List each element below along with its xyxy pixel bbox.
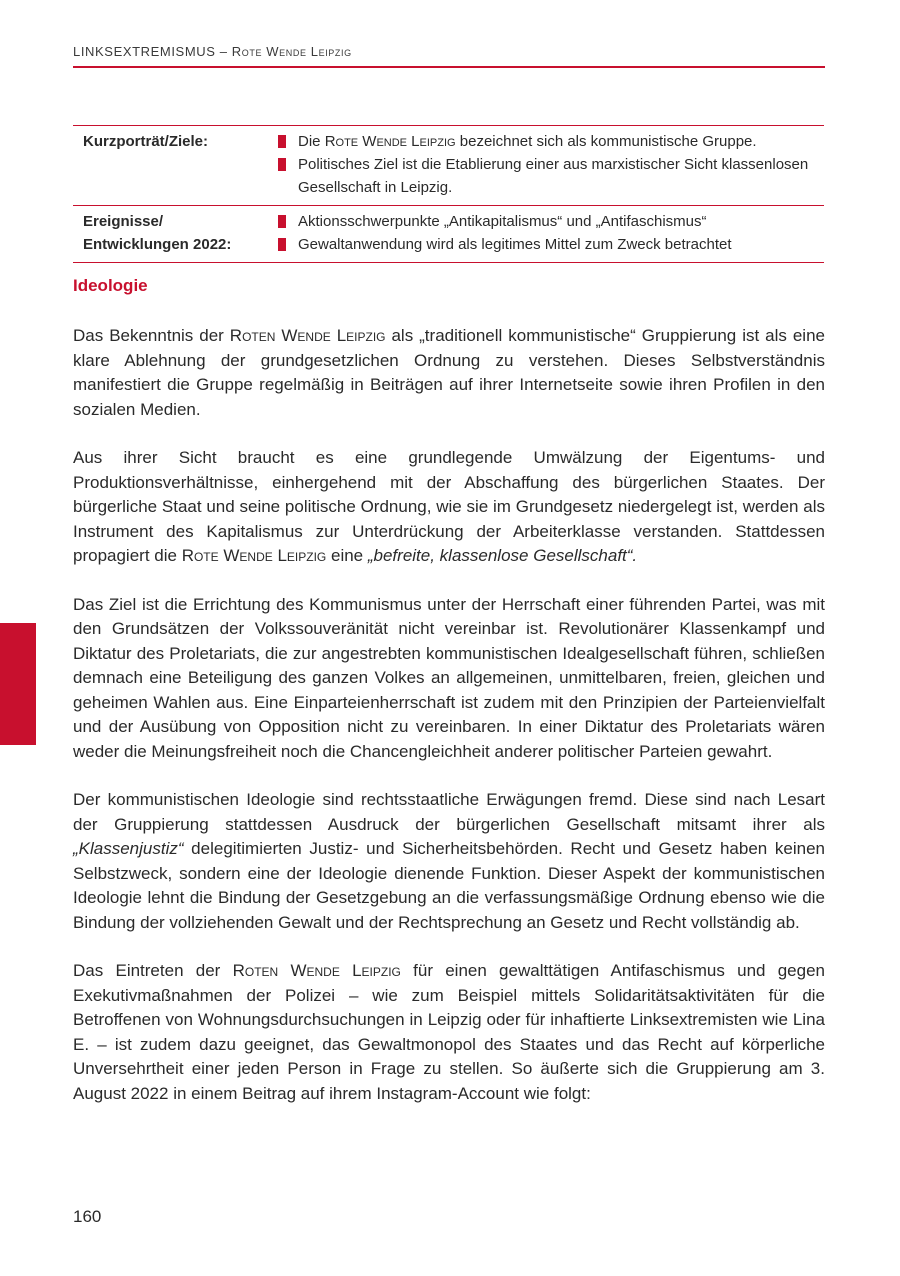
profile-list-events <box>273 210 824 256</box>
text-run: als „traditionell kommunistische“ Gruppierung ist als eine klare Ablehnung der grundgesetzlichen Ordnung zu verstehen. Dieses Selbstverständnis manifestiert die Gruppe regelmäßig in Beiträgen auf ihrer Internetseite sowie ihren Profilen in den sozialen Medien. <box>73 326 825 419</box>
text-run: eine <box>326 546 368 565</box>
list-item-prefix: Die <box>298 133 325 150</box>
text-run: Das Eintreten der <box>73 961 233 980</box>
profile-list-summary <box>273 130 824 199</box>
text-run: Aus ihrer Sicht braucht es eine grundlegende Umwälzung der Eigentums- und Produktionsverhältnisse, einhergehend mit der Abschaffung des bürgerlichen Staates. Der bürgerliche Staat und seine politische Ordnung, wie sie im Grundgesetz niedergelegt ist, werden als Instrument des Kapitalismus zur Unterdrückung der Arbeiterklasse verstanden. Stattdessen propagiert die <box>73 448 825 565</box>
text-run: Der kommunistischen Ideologie sind rechtsstaatliche Erwägungen fremd. Diese sind nach Lesart der Gruppierung stattdessen Ausdruck der bürgerlichen Gesellschaft mitsamt ihrer als <box>73 790 825 834</box>
paragraph <box>73 324 825 422</box>
header-group-name: Rote Wende Leipzig <box>231 44 352 59</box>
paragraph: Das Ziel ist die Errichtung des Kommunismus unter der Herrschaft einer führenden Partei, was mit den Grundsätzen der Volkssouveränität nicht vereinbar ist. Revolutionärer Klassenkampf und Diktatur des Proletariats, die zur angestrebten kommunistischen Idealgesellschaft führen, schließen demnach eine Beteiligung des ganzen Volkes an allgemeinen, unmittelbaren, freien, gleichen und geheimen Wahlen aus. Eine Einparteienherrschaft ist zudem mit den Prinzipien der Parteienvielfalt und der Ausübung von Opposition nicht zu vereinbaren. In einer Diktatur des Proletariats wären weder die Meinungsfreiheit noch die Chancengleichheit anderer politischer Parteien gewahrt. <box>73 594 825 761</box>
header-rule <box>73 66 825 68</box>
body-text <box>73 324 825 1130</box>
group-name: Rote Wende Leipzig <box>324 133 456 150</box>
section-title: Ideologie <box>73 276 148 295</box>
list-item: Gewaltanwendung wird als legitimes Mittel zum Zweck betrachtet <box>273 233 824 256</box>
list-item <box>273 130 824 153</box>
header-section: LINKSEXTREMISMUS <box>73 44 216 59</box>
profile-row-summary <box>73 126 824 205</box>
label-line: Entwicklungen 2022: <box>83 236 232 253</box>
profile-row-events <box>73 205 824 262</box>
paragraph <box>73 788 825 935</box>
profile-table <box>73 125 824 263</box>
paragraph <box>73 959 825 1106</box>
profile-label-events <box>73 210 273 256</box>
list-item: Aktionsschwerpunkte „Antikapitalismus“ und „Antifaschismus“ <box>273 210 824 233</box>
page-number: 160 <box>73 1207 102 1226</box>
label-line: Ereignisse/ <box>83 213 164 230</box>
header-separator: – <box>215 44 232 59</box>
text-run: Das Bekenntnis der <box>73 326 230 345</box>
text-run: für einen gewalttätigen Antifaschismus und gegen Exekutivmaßnahmen der Polizei – wie zum Beispiel mittels Solidaritätsaktivitäten für die Betroffenen von Wohnungsdurchsuchungen in Leipzig oder für inhaftierte Linksextremisten wie Lina E. – ist zudem dazu geeignet, das Gewaltmonopol des Staates und das Recht auf körperliche Unversehrtheit einer jeden Person in Frage zu stellen. So äußerte sich die Gruppierung am 3. August 2022 in einem Beitrag auf ihrem Instagram-Account wie folgt: <box>73 961 825 1103</box>
running-header <box>73 44 825 59</box>
chapter-marker-tab <box>0 623 36 745</box>
paragraph <box>73 446 825 569</box>
group-name: Roten Wende Leipzig <box>232 961 401 980</box>
list-item: Politisches Ziel ist die Etablierung einer aus marxistischer Sicht klassenlosen Gesellschaft in Leipzig. <box>273 153 824 199</box>
list-item-rest: bezeichnet sich als kommunistische Gruppe. <box>455 133 757 150</box>
profile-label-summary: Kurzporträt/Ziele: <box>83 133 209 150</box>
quote: „befreite, klassenlose Gesellschaft“. <box>367 546 638 565</box>
quote: „Klassenjustiz“ <box>73 839 184 858</box>
text-run: delegitimierten Justiz- und Sicherheitsbehörden. Recht und Gesetz haben keinen Selbstzweck, sondern eine der Ideologie dienende Funktion. Dieser Aspekt der kommunistischen Ideologie lehnt die Bindung der Gesetzgebung an die verfassungsmäßige Ordnung ebenso wie die Bindung der vollziehenden Gewalt und der Rechtsprechung an Gesetz und Recht vollständig ab. <box>73 839 825 932</box>
group-name: Roten Wende Leipzig <box>229 326 386 345</box>
group-name: Rote Wende Leipzig <box>181 546 327 565</box>
